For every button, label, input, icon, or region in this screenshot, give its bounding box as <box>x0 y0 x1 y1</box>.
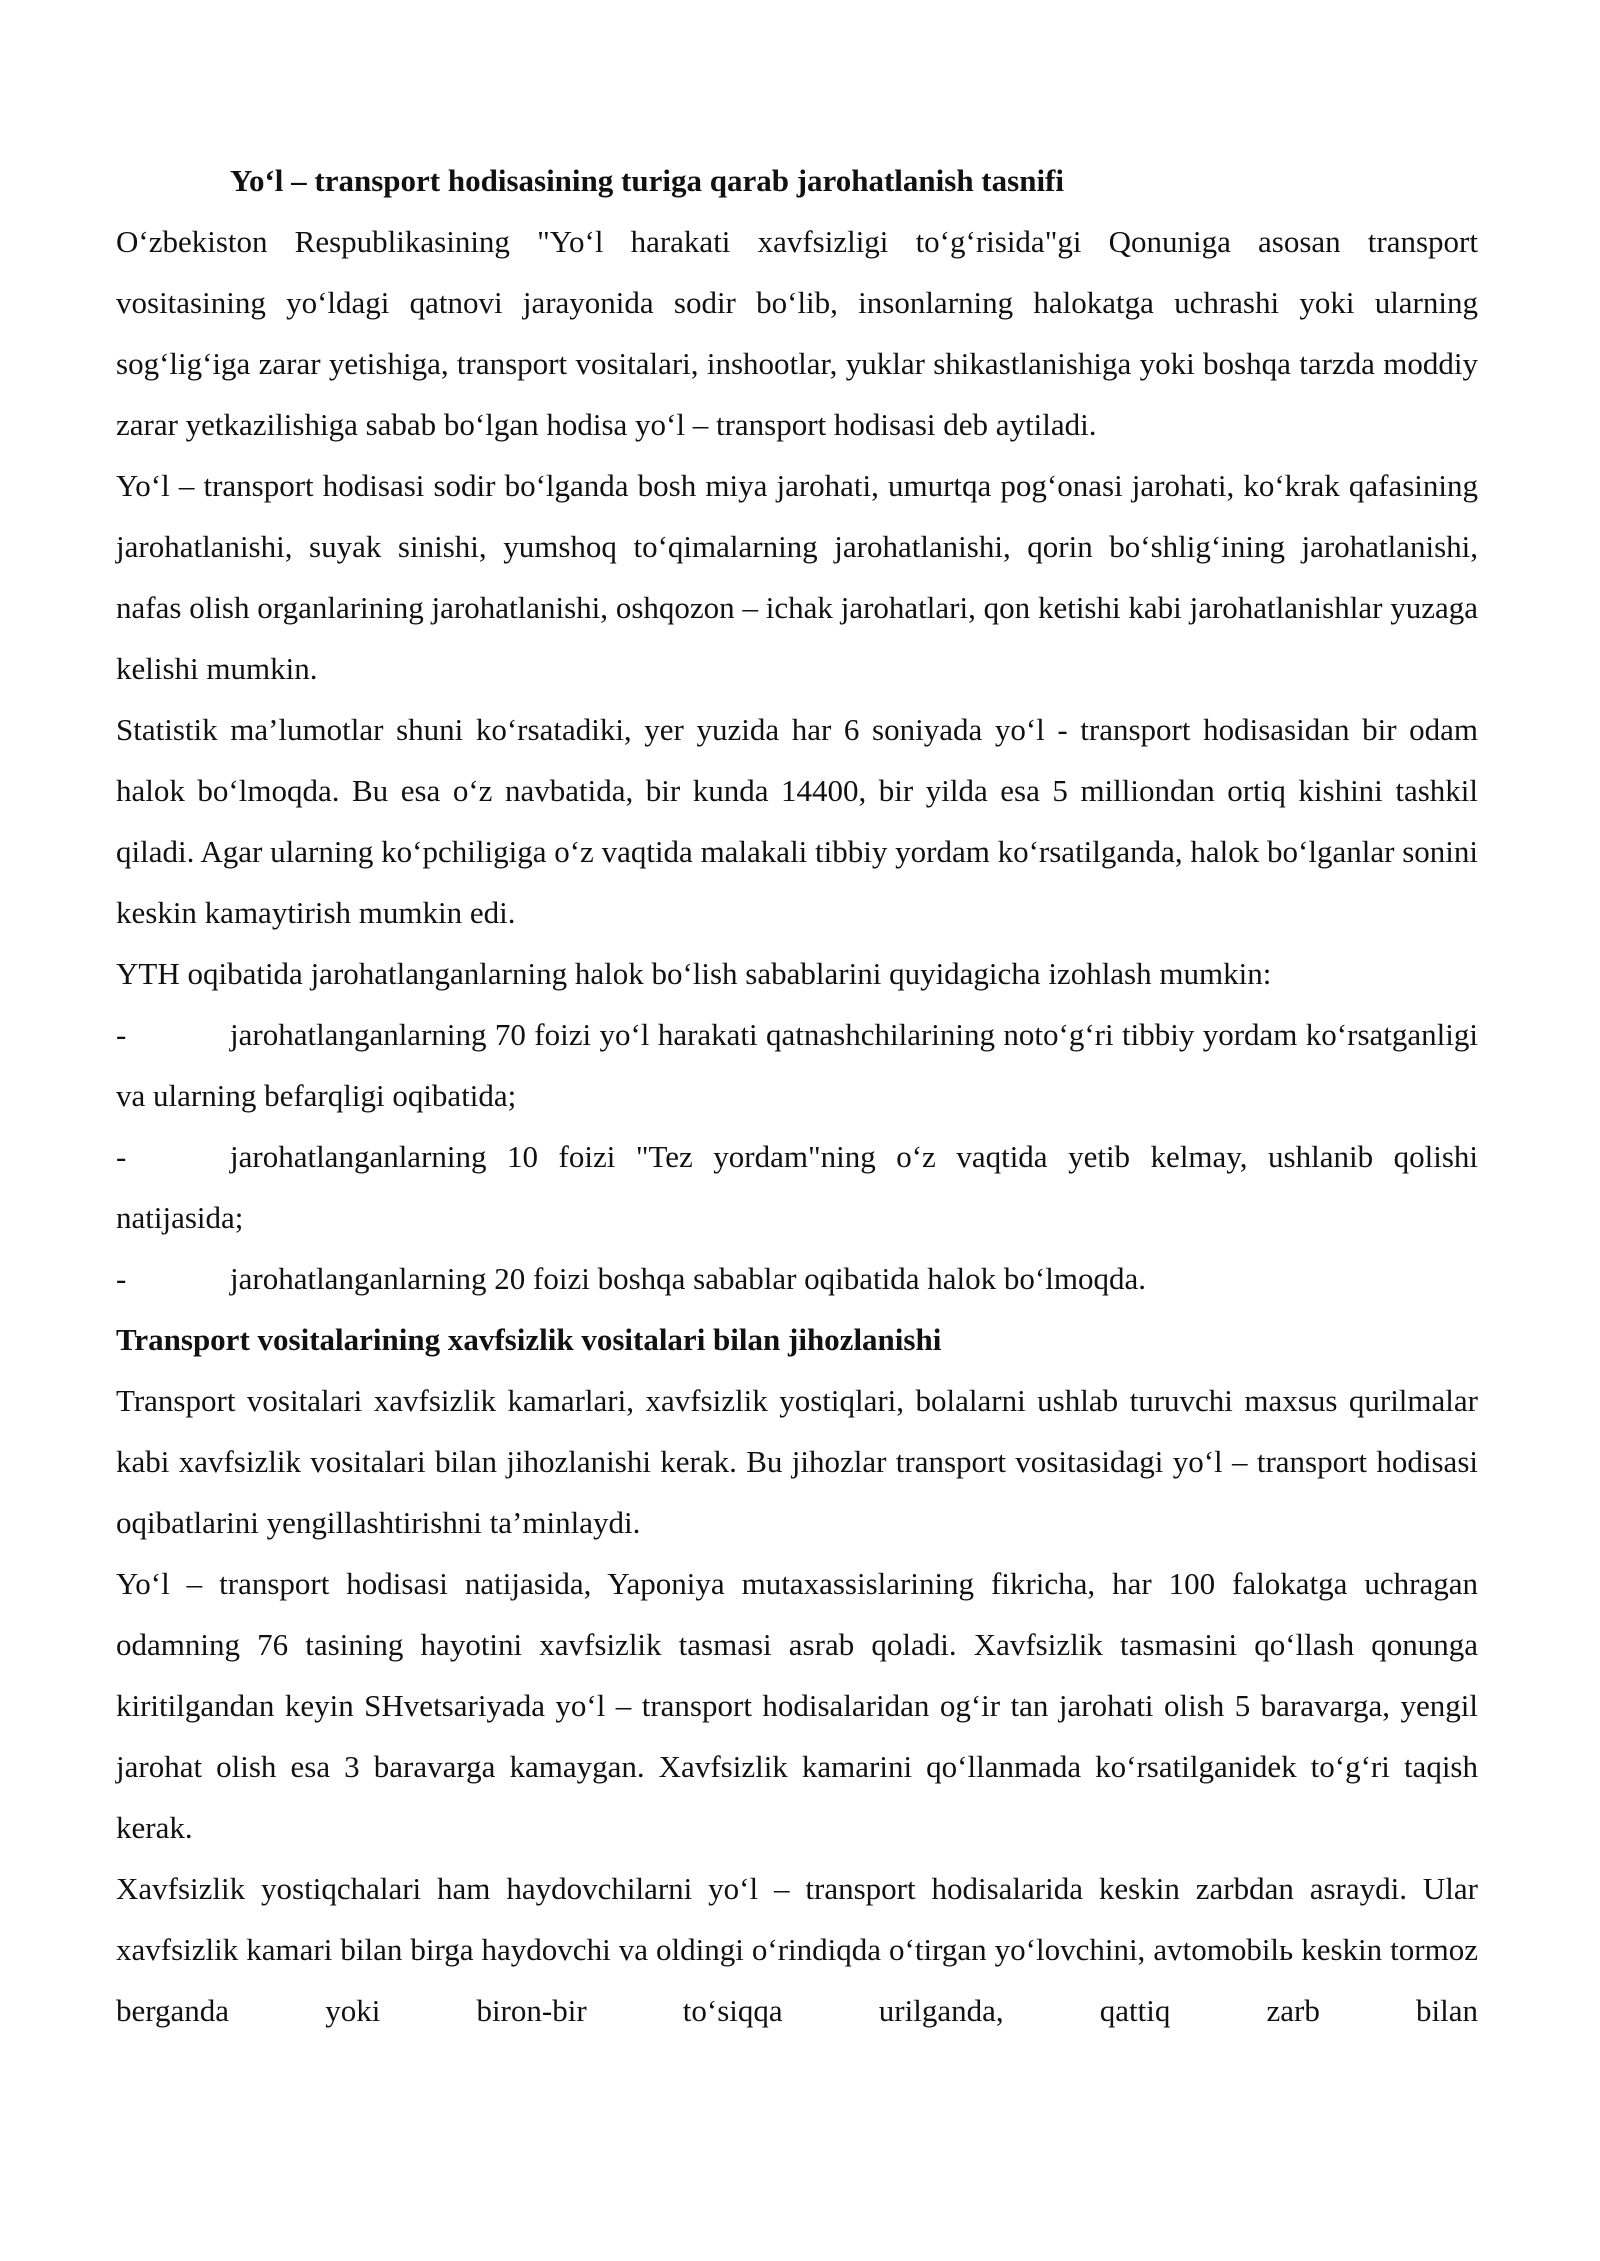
list-item <box>116 1126 1478 1248</box>
document-title: Yo‘l – transport hodisasining turiga qarab jarohatlanish tasnifi <box>230 163 1064 198</box>
bullet-text-20: jarohatlanganlarning 20 foizi boshqa sabablar oqibatida halok bo‘lmoqda. <box>230 1261 1146 1296</box>
document-page <box>116 150 1478 2041</box>
paragraph-airbags: Xavfsizlik yostiqchalari ham haydovchilarni yo‘l – transport hodisalarida keskin zarbdan asraydi. Ular xavfsizlik kamari bilan birga haydovchi va oldingi o‘rindiqda o‘tirgan yo‘lovchini, avtomobilь keskin tormoz berganda yoki biron-bir to‘siqqa urilganda, qattiq zarb bilan <box>116 1871 1478 2028</box>
paragraph-injury-types: Yo‘l – transport hodisasi sodir bo‘lganda bosh miya jarohati, umurtqa pog‘onasi jarohati, ko‘krak qafasining jarohatlanishi, suyak sinishi, yumshoq to‘qimalarning jarohatlanishi, qorin bo‘shlig‘ining jarohatlanishi, nafas olish organlarining jarohatlanishi, oshqozon – ichak jarohatlari, qon ketishi kabi jarohatlanishlar yuzaga kelishi mumkin. <box>116 468 1478 686</box>
paragraph-causes-intro: YTH oqibatida jarohatlanganlarning halok bo‘lish sabablarini quyidagicha izohlash mumkin: <box>116 956 1272 991</box>
paragraph-statistics: Statistik ma’lumotlar shuni ko‘rsatadiki, yer yuzida har 6 soniyada yo‘l - transport hodisasidan bir odam halok bo‘lmoqda. Bu esa o‘z navbatida, bir kunda 14400, bir yilda esa 5 milliondan ortiq kishini tashkil qiladi. Agar ularning ko‘pchiligiga o‘z vaqtida malakali tibbiy yordam ko‘rsatilganda, halok bo‘lganlar sonini keskin kamaytirish mumkin edi. <box>116 712 1478 930</box>
bullet-text-70: jarohatlanganlarning 70 foizi yo‘l harakati qatnashchilarining noto‘g‘ri tibbiy yordam ko‘rsatganligi va ularning befarqligi oqibatida; <box>116 1017 1478 1113</box>
bullet-marker: - <box>116 1261 127 1296</box>
list-item <box>116 1248 1478 1309</box>
paragraph-seat-belt: Yo‘l – transport hodisasi natijasida, Yaponiya mutaxassislarining fikricha, har 100 falokatga uchragan odamning 76 tasining hayotini xavfsizlik tasmasi asrab qoladi. Xavfsizlik tasmasini qo‘llash qonunga kiritilgandan keyin SHvetsariyada yo‘l – transport hodisalaridan og‘ir tan jarohati olish 5 baravarga, yengil jarohat olish esa 3 baravarga kamaygan. Xavfsizlik kamarini qo‘llanmada ko‘rsatilganidek to‘g‘ri taqish kerak. <box>116 1566 1478 1845</box>
paragraph-definition: O‘zbekiston Respublikasining "Yo‘l harakati xavfsizligi to‘g‘risida"gi Qonuniga asosan transport vositasining yo‘ldagi qatnovi jarayonida sodir bo‘lib, insonlarning halokatga uchrashi yoki ularning sog‘lig‘iga zarar yetishiga, transport vositalari, inshootlar, yuklar shikastlanishiga yoki boshqa tarzda moddiy zarar yetkazilishiga sabab bo‘lgan hodisa yo‘l – transport hodisasi deb aytiladi. <box>116 224 1478 442</box>
list-item <box>116 1004 1478 1126</box>
bullet-text-10: jarohatlanganlarning 10 foizi "Tez yordam"ning o‘z vaqtida yetib kelmay, ushlanib qolishi natijasida; <box>116 1139 1478 1235</box>
bullet-marker: - <box>116 1139 127 1174</box>
section-heading: Transport vositalarining xavfsizlik vositalari bilan jihozlanishi <box>116 1322 942 1357</box>
paragraph-safety-equipment: Transport vositalari xavfsizlik kamarlari, xavfsizlik yostiqlari, bolalarni ushlab turuvchi maxsus qurilmalar kabi xavfsizlik vositalari bilan jihozlanishi kerak. Bu jihozlar transport vositasidagi yo‘l – transport hodisasi oqibatlarini yengillashtirishni ta’minlaydi. <box>116 1383 1478 1540</box>
bullet-marker: - <box>116 1017 127 1052</box>
